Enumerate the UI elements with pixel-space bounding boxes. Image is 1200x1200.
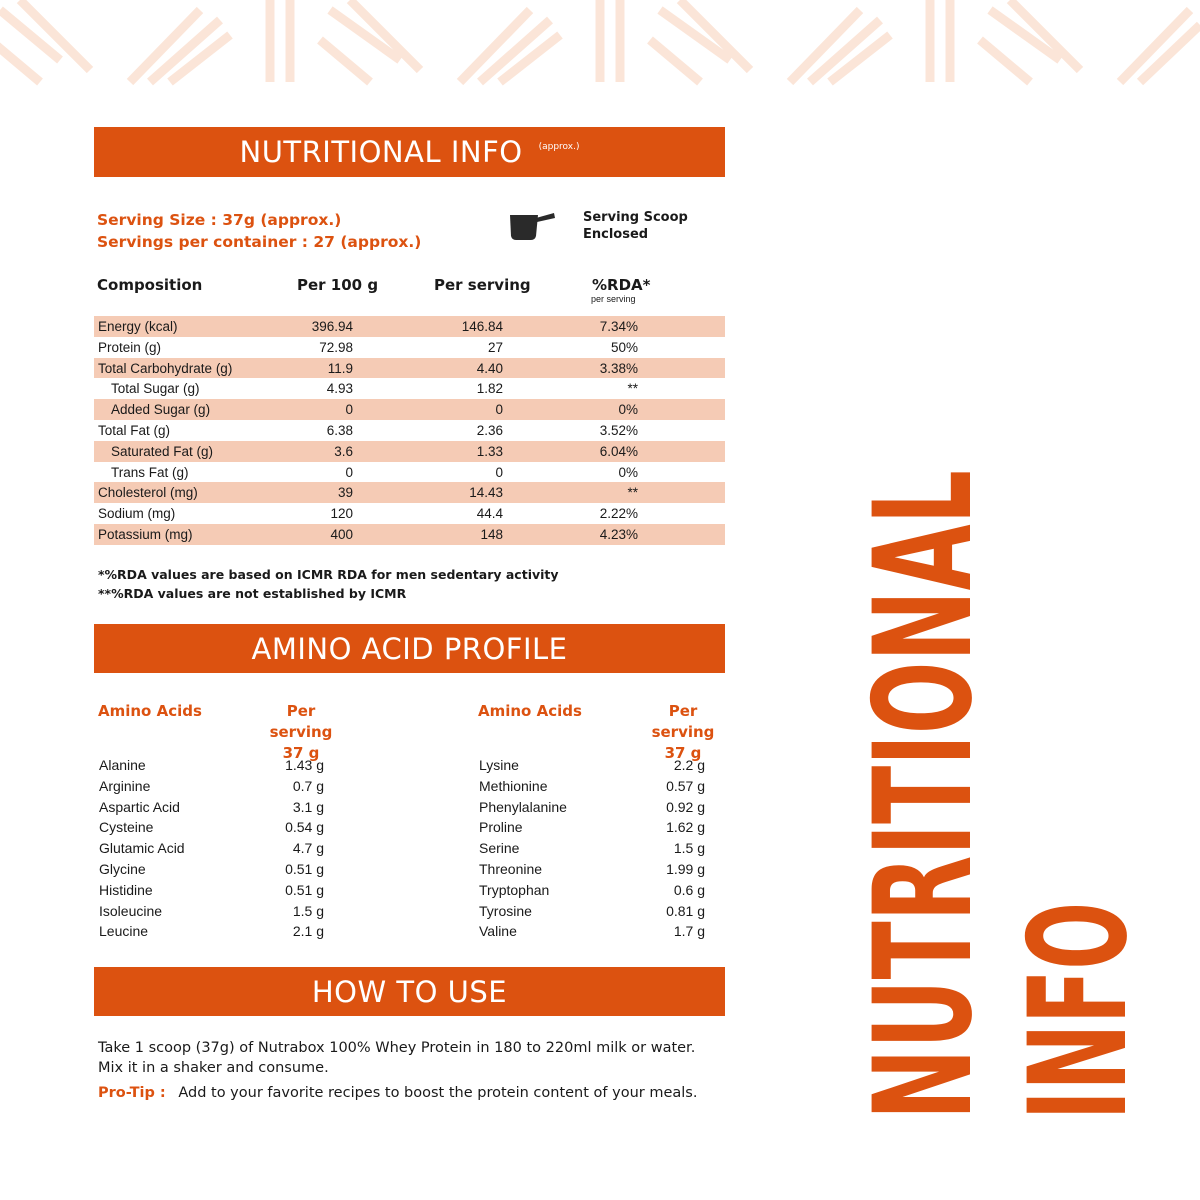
nutrition-row	[94, 337, 725, 358]
how-to-use-text: Take 1 scoop (37g) of Nutrabox 100% Whey Protein in 180 to 220ml milk or water. Mix it in a shaker and consume.	[98, 1040, 696, 1076]
amino-acid-title: AMINO ACID PROFILE	[251, 631, 568, 666]
nutritional-info-banner	[94, 127, 725, 177]
scoop-label-line1: Serving Scoop	[583, 210, 688, 225]
nutrient-name: Potassium (mg)	[98, 527, 193, 542]
nutrient-name: Total Fat (g)	[98, 423, 171, 438]
perserving-value: 2.36	[476, 423, 503, 438]
amino-acid-value: 0.57 g	[666, 777, 705, 794]
nutrient-name: Cholesterol (mg)	[98, 485, 198, 501]
serving-header-left-line2: 37 g	[282, 744, 320, 762]
rda-value: 3.38%	[599, 360, 638, 376]
amino-acid-value: 2.1 g	[292, 923, 324, 940]
vertical-title-line1: NUTRITIONAL	[846, 357, 1003, 1120]
amino-acid-name: Cysteine	[99, 819, 154, 836]
rda-value: 0%	[618, 464, 638, 480]
amino-acid-value: 0.92 g	[666, 798, 705, 815]
amino-acid-value: 1.5 g	[673, 840, 705, 857]
footnote-rda: *%RDA values are based on ICMR RDA for men sedentary activity	[98, 567, 559, 582]
scoop-label-line2: Enclosed	[583, 227, 649, 242]
rda-value: 0%	[618, 402, 638, 418]
nutrient-name: Energy (kcal)	[98, 319, 178, 334]
vertical-title	[846, 357, 1158, 1120]
header-composition: Composition	[97, 276, 203, 294]
rda-value: 4.23%	[599, 527, 638, 542]
amino-acid-name: Tyrosine	[479, 902, 532, 919]
amino-acid-banner	[94, 624, 725, 673]
amino-acid-name: Glycine	[99, 861, 146, 877]
nutrition-row	[94, 441, 725, 462]
nutrition-row	[94, 399, 725, 420]
perserving-value: 0	[495, 402, 503, 418]
rda-value: 7.34%	[599, 319, 638, 334]
rda-value: 2.22%	[599, 506, 638, 522]
scoop-icon	[508, 208, 556, 242]
serving-size: Serving Size : 37g (approx.)	[97, 211, 342, 229]
amino-acid-name: Proline	[479, 819, 523, 836]
amino-acid-value: 0.51 g	[285, 881, 324, 898]
nutrition-row	[94, 503, 725, 524]
perserving-value: 1.33	[476, 443, 503, 459]
servings-per-container: Servings per container : 27 (approx.)	[97, 233, 422, 251]
header-rda: %RDA*	[592, 276, 651, 294]
per100-value: 4.93	[326, 381, 353, 397]
amino-acid-value: 1.99 g	[666, 861, 705, 877]
nutrient-name: Added Sugar (g)	[111, 402, 211, 418]
amino-acid-value: 1.7 g	[673, 923, 705, 940]
nutrition-row	[94, 482, 725, 503]
approx-note: (approx.)	[538, 142, 580, 152]
perserving-value: 4.40	[476, 360, 503, 376]
nutrition-row	[94, 378, 725, 399]
header-per100: Per 100 g	[297, 276, 379, 294]
amino-acid-name: Phenylalanine	[479, 798, 567, 815]
rda-value: **	[627, 485, 638, 501]
serving-header-left	[255, 701, 347, 764]
header-rda-sub: per serving	[591, 294, 636, 304]
per100-value: 11.9	[327, 360, 353, 376]
perserving-value: 146.84	[461, 319, 503, 334]
amino-acid-name: Isoleucine	[99, 902, 163, 919]
footnote-not-established: **%RDA values are not established by ICMR	[98, 586, 407, 601]
nutrition-row	[94, 316, 725, 337]
perserving-value: 14.43	[469, 485, 503, 501]
amino-acid-name: Histidine	[99, 881, 153, 898]
amino-acid-value: 0.81 g	[666, 902, 705, 919]
amino-acid-value: 0.54 g	[285, 819, 324, 836]
amino-acid-name: Alanine	[99, 757, 146, 773]
amino-acid-name: Serine	[479, 840, 520, 857]
serving-header-left-line1: Per serving	[269, 702, 333, 741]
serving-header-right-line1: Per serving	[651, 702, 715, 741]
amino-acid-value: 3.1 g	[292, 798, 324, 815]
amino-acid-name: Glutamic Acid	[99, 840, 185, 857]
amino-acid-value: 0.7 g	[292, 777, 324, 794]
amino-acid-value: 0.6 g	[673, 881, 705, 898]
amino-acid-value: 1.62 g	[666, 819, 705, 836]
how-to-use-title: HOW TO USE	[311, 974, 508, 1009]
amino-acid-name: Aspartic Acid	[99, 798, 180, 815]
header-perserving: Per serving	[434, 276, 531, 294]
perserving-value: 148	[480, 527, 503, 542]
nutrition-row	[94, 462, 725, 483]
amino-acid-name: Tryptophan	[479, 881, 550, 898]
decorative-pattern	[0, 0, 1200, 82]
amino-acid-value: 1.5 g	[292, 902, 324, 919]
amino-acid-value: 4.7 g	[292, 840, 324, 857]
nutrient-name: Trans Fat (g)	[111, 464, 189, 480]
per100-value: 396.94	[311, 319, 353, 334]
serving-header-right	[637, 701, 729, 764]
per100-value: 3.6	[334, 443, 353, 459]
perserving-value: 0	[495, 464, 503, 480]
nutrition-row	[94, 358, 725, 379]
nutrient-name: Sodium (mg)	[98, 506, 176, 522]
per100-value: 72.98	[319, 339, 353, 355]
amino-header-right: Amino Acids	[478, 702, 582, 720]
nutrient-name: Total Sugar (g)	[111, 381, 200, 397]
how-to-use-banner	[94, 967, 725, 1016]
per100-value: 6.38	[326, 423, 353, 438]
rda-value: 6.04%	[599, 443, 638, 459]
vertical-title-line2: INFO	[1001, 845, 1158, 1120]
amino-header-left: Amino Acids	[98, 702, 202, 720]
perserving-value: 44.4	[476, 506, 503, 522]
pro-tip-text: Add to your favorite recipes to boost the protein content of your meals.	[178, 1085, 698, 1101]
per100-value: 120	[330, 506, 353, 522]
per100-value: 400	[330, 527, 353, 542]
nutrient-name: Protein (g)	[98, 339, 162, 355]
nutrient-name: Saturated Fat (g)	[111, 443, 214, 459]
perserving-value: 1.82	[476, 381, 503, 397]
amino-acid-value: 1.43 g	[285, 757, 324, 773]
amino-acid-value: 0.51 g	[285, 861, 324, 877]
rda-value: 50%	[610, 339, 638, 355]
amino-acid-name: Valine	[479, 923, 517, 940]
nutrition-row	[94, 524, 725, 545]
serving-header-right-line2: 37 g	[664, 744, 702, 762]
pro-tip-label: Pro-Tip :	[98, 1085, 166, 1101]
amino-acid-name: Methionine	[479, 777, 548, 794]
amino-acid-value: 2.2 g	[673, 757, 705, 773]
amino-acid-name: Threonine	[479, 861, 543, 877]
nutritional-info-title: NUTRITIONAL INFO	[239, 135, 523, 169]
serving-info	[97, 209, 421, 253]
amino-acid-name: Leucine	[99, 923, 149, 940]
amino-acid-name: Arginine	[99, 777, 151, 794]
amino-acid-name: Lysine	[479, 757, 519, 773]
pro-tip	[98, 1085, 697, 1101]
per100-value: 0	[345, 402, 353, 418]
per100-value: 39	[337, 485, 353, 501]
scoop-label	[583, 209, 688, 243]
rda-value: 3.52%	[599, 423, 638, 438]
perserving-value: 27	[487, 339, 503, 355]
nutrient-name: Total Carbohydrate (g)	[98, 360, 233, 376]
per100-value: 0	[345, 464, 353, 480]
rda-value: **	[627, 381, 638, 397]
nutrition-row	[94, 420, 725, 441]
